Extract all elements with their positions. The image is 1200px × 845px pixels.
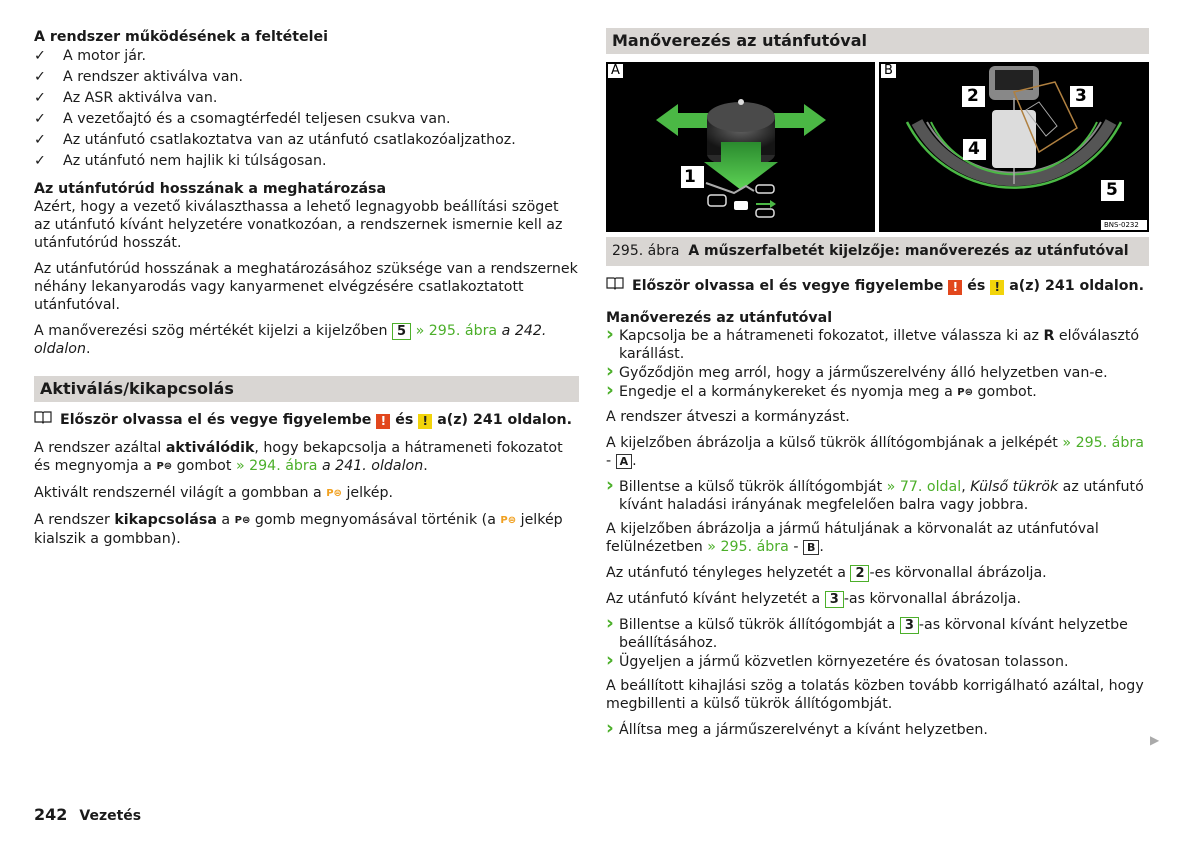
figure-link[interactable]: » 295. ábra bbox=[411, 323, 498, 339]
figure-panel-b bbox=[879, 62, 1149, 232]
list-item bbox=[606, 616, 1149, 652]
warning-icon[interactable]: ! bbox=[376, 414, 390, 429]
book-icon bbox=[606, 276, 624, 295]
takeover-paragraph: A rendszer átveszi a kormányzást. bbox=[606, 409, 850, 425]
conditions-list bbox=[34, 47, 579, 170]
list-item bbox=[606, 478, 1149, 514]
read-first-note bbox=[606, 276, 1149, 295]
list-item: ✓ A vezetőajtó és a csomagtérfedél teljesen csukva van. bbox=[34, 110, 579, 128]
sub-title: Manőverezés az utánfutóval bbox=[606, 310, 833, 326]
list-item: ✓ Az utánfutó csatlakoztatva van az utánfutó csatlakozóaljzathoz. bbox=[34, 131, 579, 149]
text: A kijelzőben ábrázolja a jármű hátuljának a körvonalát az utánfutóval felülnézetben bbox=[606, 521, 1099, 555]
page-link[interactable]: » 77. oldal bbox=[886, 479, 962, 495]
list-item: ✓ A rendszer aktiválva van. bbox=[34, 68, 579, 86]
text: gombot bbox=[172, 458, 236, 474]
callout-box-2: 2 bbox=[850, 565, 869, 582]
list-item: › Állítsa meg a járműszerelvényt a kívánt helyzetben. bbox=[606, 721, 1149, 739]
text: -as körvonallal ábrázolja. bbox=[843, 591, 1021, 607]
section-title-activation: Aktiválás/kikapcsolás bbox=[34, 376, 579, 402]
text: a(z) 241 oldalon. bbox=[432, 412, 572, 428]
correction-paragraph: A beállított kihajlási szög a tolatás közben tovább korrigálható azáltal, hogy megbillenti a külső tükrök állítógombját. bbox=[606, 678, 1144, 712]
figure-link[interactable]: » 295. ábra bbox=[707, 539, 789, 555]
text: . bbox=[632, 453, 637, 469]
trailer-assist-icon: P⊜ bbox=[500, 515, 517, 526]
caption-number: 295. ábra bbox=[612, 243, 680, 259]
trailer-assist-icon: P⊜ bbox=[234, 515, 251, 526]
drawbar-title: Az utánfutórúd hosszának a meghatározása bbox=[34, 181, 387, 197]
text: Billentse a külső tükrök állítógombját bbox=[619, 479, 887, 495]
list-item bbox=[606, 383, 1149, 402]
book-icon bbox=[34, 410, 52, 429]
text: A rendszer azáltal bbox=[34, 440, 166, 456]
text: Kapcsolja be a hátrameneti fokozatot, illetve válassza ki az bbox=[619, 328, 1044, 344]
panel-box-b: B bbox=[803, 540, 819, 555]
text: Billentse a külső tükrök állítógombját a bbox=[619, 617, 900, 633]
text: - bbox=[606, 453, 616, 469]
next-page-arrow-icon[interactable]: ▶ bbox=[1150, 733, 1160, 747]
conditions-title: A rendszer működésének a feltételei bbox=[34, 29, 329, 45]
callout-4: 4 bbox=[968, 139, 980, 159]
caution-icon[interactable]: ! bbox=[418, 414, 432, 429]
display-paragraph bbox=[606, 434, 1149, 470]
text: . bbox=[819, 539, 824, 555]
trailer-assist-icon: P⊜ bbox=[326, 488, 342, 499]
panel-label-b: B bbox=[881, 64, 896, 78]
text: a(z) 241 oldalon. bbox=[1004, 278, 1144, 294]
read-first-note bbox=[34, 410, 579, 429]
warning-icon[interactable]: ! bbox=[948, 280, 962, 295]
rear-view-illustration bbox=[879, 62, 1149, 232]
text: a bbox=[216, 512, 235, 528]
text: Az utánfutó kívánt helyzetét a bbox=[606, 591, 825, 607]
activation-paragraph-2 bbox=[34, 484, 579, 503]
figure-code: BNS-0232 bbox=[1104, 221, 1139, 229]
text: . bbox=[423, 458, 428, 474]
actual-position-paragraph bbox=[606, 564, 1149, 582]
text: . bbox=[85, 341, 91, 357]
steps-list-2 bbox=[606, 478, 1149, 514]
callout-box-5: 5 bbox=[392, 323, 411, 340]
knob-illustration bbox=[606, 62, 875, 232]
drawbar-paragraph-3 bbox=[34, 322, 579, 358]
text: Először olvassa el és vegye figyelembe bbox=[60, 412, 377, 428]
figure-295 bbox=[606, 62, 1149, 232]
text-bold: kikapcsolása bbox=[114, 512, 217, 528]
list-item: ✓ Az ASR aktiválva van. bbox=[34, 89, 579, 107]
list-item: › Győződjön meg arról, hogy a járműszerelvény álló helyzetben van-e. bbox=[606, 364, 1149, 382]
caution-icon[interactable]: ! bbox=[990, 280, 1004, 295]
trailer-assist-icon: P⊜ bbox=[957, 387, 973, 398]
text: Először olvassa el és vegye figyelembe bbox=[632, 278, 949, 294]
left-column bbox=[34, 28, 579, 556]
text: az utánfutó kívánt haladási irányának megfelelően balra vagy jobbra. bbox=[619, 479, 1144, 513]
section-title-maneuvering: Manőverezés az utánfutóval bbox=[606, 28, 1149, 54]
steps-list-1 bbox=[606, 327, 1149, 402]
text: Aktivált rendszernél világít a gombban a bbox=[34, 485, 327, 501]
page-ref: a 242. oldalon bbox=[34, 323, 547, 357]
text: -as körvonal kívánt helyzetbe beállításához. bbox=[619, 617, 1128, 651]
text: gomb megnyomásával történik (a bbox=[250, 512, 501, 528]
steps-list-3 bbox=[606, 616, 1149, 671]
text: jelkép. bbox=[341, 485, 394, 501]
list-item bbox=[606, 327, 1149, 363]
callout-5: 5 bbox=[1106, 180, 1118, 200]
drawbar-paragraph-2: Az utánfutórúd hosszának a meghatározásához szüksége van a rendszernek néhány lekanyarodás vagy kanyarmenet elvégzésére csatlakoztatott utánfutóval. bbox=[34, 261, 578, 313]
callout-1: 1 bbox=[684, 167, 696, 187]
figure-link[interactable]: » 294. ábra bbox=[235, 458, 318, 474]
text: , hogy bekapcsolja a hátrameneti fokozatot és megnyomja a bbox=[34, 440, 563, 474]
drawbar-paragraph-1: Azért, hogy a vezető kiválaszthassa a lehető legnagyobb beállítási szöget az utánfutó kívánt helyzetére vonatkozóan, a rendszernek ismernie kell az utánfutórúd hosszát. bbox=[34, 199, 563, 251]
text: A manőverezési szög mértékét kijelzi a kijelzőben bbox=[34, 323, 393, 339]
text-italic: Külső tükrök bbox=[970, 479, 1059, 495]
text: és bbox=[962, 278, 991, 294]
trailer-assist-icon: P⊜ bbox=[156, 461, 173, 472]
text: előválasztó karállást. bbox=[619, 328, 1140, 362]
list-item: ✓ Az utánfutó nem hajlik ki túlságosan. bbox=[34, 152, 579, 170]
page-ref: a 241. oldalon bbox=[317, 458, 424, 474]
text: és bbox=[390, 412, 419, 428]
text: A rendszer bbox=[34, 512, 115, 528]
figure-link[interactable]: » 295. ábra bbox=[1062, 435, 1144, 451]
text: A kijelzőben ábrázolja a külső tükrök állítógombjának a jelképét bbox=[606, 435, 1063, 451]
figure-panel-a bbox=[606, 62, 875, 232]
text: Engedje el a kormánykereket és nyomja meg a bbox=[619, 384, 958, 400]
list-item: › Ügyeljen a jármű közvetlen környezetére és óvatosan tolasson. bbox=[606, 653, 1149, 671]
figure-caption bbox=[606, 237, 1149, 266]
text: gombot. bbox=[973, 384, 1037, 400]
callout-3: 3 bbox=[1075, 86, 1087, 106]
rear-paragraph bbox=[606, 520, 1149, 556]
activation-paragraph-1 bbox=[34, 439, 579, 476]
text: jelkép kialszik a gombban). bbox=[34, 512, 563, 547]
text-bold: aktiválódik bbox=[165, 440, 255, 456]
list-item: ✓ A motor jár. bbox=[34, 47, 579, 65]
callout-box-3: 3 bbox=[900, 617, 919, 634]
callout-2: 2 bbox=[967, 86, 979, 106]
text: -es körvonallal ábrázolja. bbox=[869, 565, 1047, 581]
caption-text: A műszerfalbetét kijelzője: manőverezés az utánfutóval bbox=[688, 243, 1129, 259]
page-number: 242 bbox=[34, 805, 68, 824]
callout-box-3: 3 bbox=[825, 591, 844, 608]
text: - bbox=[788, 539, 803, 555]
text: Az utánfutó tényleges helyzetét a bbox=[606, 565, 851, 581]
page-footer bbox=[34, 806, 141, 825]
desired-position-paragraph bbox=[606, 590, 1149, 608]
activation-paragraph-3 bbox=[34, 511, 579, 548]
right-column bbox=[606, 28, 1149, 745]
text: , bbox=[961, 479, 971, 495]
steps-list-4 bbox=[606, 721, 1149, 739]
panel-box-a: A bbox=[616, 454, 633, 469]
panel-label-a: A bbox=[608, 64, 623, 78]
text-bold: R bbox=[1043, 328, 1055, 344]
footer-section: Vezetés bbox=[79, 808, 142, 824]
